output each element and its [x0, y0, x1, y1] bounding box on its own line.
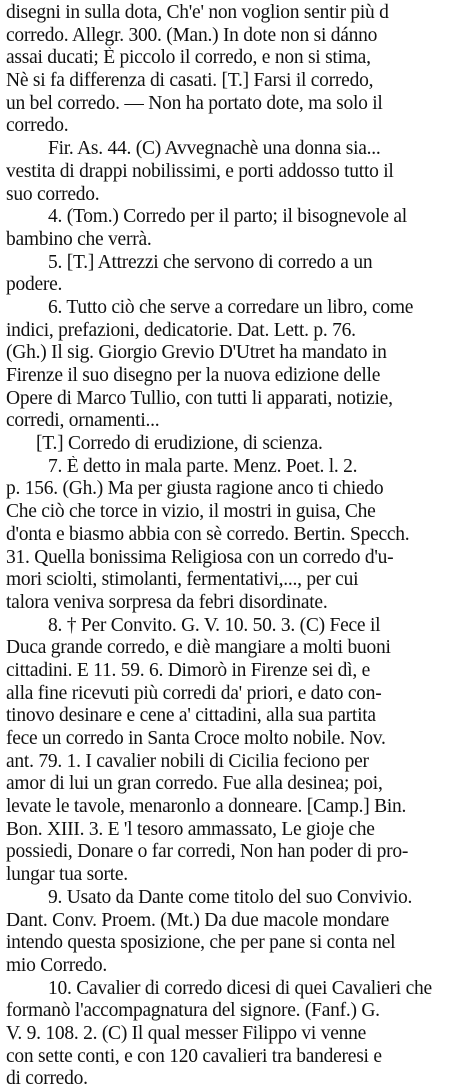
text-line: [T.] Corredo di erudizione, di scienza.: [36, 433, 323, 455]
text-line: Che ciò che torce in vizio, il mostri in guisa, Che: [6, 501, 376, 523]
text-line: 4. (Tom.) Corredo per il parto; il bisognevole al: [48, 206, 407, 228]
text-line: corredo. Allegr. 300. (Man.) In dote non si dánno: [6, 24, 378, 46]
text-line: (Gh.) Il sig. Giorgio Grevio D'Utret ha mandato in: [6, 342, 387, 364]
text-line: Nè si fa differenza di casati. [T.] Farsi il corredo,: [6, 70, 374, 92]
text-line: 6. Tutto ciò che serve a corredare un libro, come: [48, 296, 414, 318]
text-line: lungar tua sorte.: [6, 864, 128, 886]
text-line: cittadini. E 11. 59. 6. Dimorò in Firenze sei dì, e: [6, 659, 370, 681]
text-line: podere.: [6, 274, 63, 296]
text-line: Duca grande corredo, e diè mangiare a molti buoni: [6, 637, 391, 659]
text-line: un bel corredo. — Non ha portato dote, ma solo il: [6, 92, 383, 114]
text-line: assai ducati; È piccolo il corredo, e non si stima,: [6, 47, 371, 69]
text-line: intendo questa sposizione, che per pane si conta nel: [6, 932, 396, 954]
text-line: disegni in sulla dota, Ch'e' non voglion sentir più d: [6, 2, 389, 23]
text-line: V. 9. 108. 2. (C) Il qual messer Filippo vi venne: [6, 1022, 367, 1044]
text-line: formanò l'accompagnatura del signore. (Fanf.) G.: [6, 1000, 380, 1022]
text-line: 31. Quella bonissima Religiosa con un corredo d'u-: [6, 546, 394, 568]
text-line: 9. Usato da Dante come titolo del suo Convivio.: [48, 886, 413, 908]
text-line: Firenze il suo disegno per la nuova edizione delle: [6, 365, 381, 386]
text-line: 7. È detto in mala parte. Menz. Poet. l. 2.: [48, 455, 358, 477]
text-line: corredi, ornamenti...: [6, 410, 160, 432]
dictionary-text-body: [6, 2, 467, 1091]
text-line: vestita di drappi nobilissimi, e porti addosso tutto il: [6, 160, 394, 182]
text-line: ant. 79. 1. I cavalier nobili di Cicilia feciono per: [6, 750, 369, 772]
text-line: 5. [T.] Attrezzi che servono di corredo a un: [48, 251, 373, 273]
text-line: mori sciolti, stimolanti, fermentativi,..., per cui: [6, 569, 359, 591]
text-line: talora veniva sorpresa da febri disordinate.: [6, 591, 328, 613]
text-line: levate le tavole, menaronlo a donneare. [Camp.] Bin.: [6, 796, 407, 818]
text-line: mio Corredo.: [6, 954, 107, 976]
text-line: fece un corredo in Santa Croce molto nobile. Nov.: [6, 728, 386, 749]
text-line: suo corredo.: [6, 183, 100, 205]
text-line: Bon. XIII. 3. E 'l tesoro ammassato, Le gioje che: [6, 818, 375, 840]
text-line: corredo.: [6, 115, 69, 137]
text-line: di corredo.: [6, 1068, 88, 1090]
text-line: 10. Cavalier di corredo dicesi di quei Cavalieri che: [48, 977, 432, 999]
text-line: con sette conti, e con 120 cavalieri tra banderesi e: [6, 1045, 382, 1067]
text-line: p. 156. (Gh.) Ma per giusta ragione anco ti chiedo: [6, 478, 384, 500]
text-line: d'onta e biasmo abbia con sè corredo. Bertin. Specch.: [6, 523, 410, 545]
text-line: tinovo desinare e cene a' cittadini, alla sua partita: [6, 705, 376, 727]
text-line: 8. † Per Convito. G. V. 10. 50. 3. (C) Fece il: [48, 614, 381, 636]
text-line: Opere di Marco Tullio, con tutti li apparati, notizie,: [6, 387, 393, 409]
text-line: possiedi, Donare o far corredi, Non han poder di pro-: [6, 841, 409, 863]
text-line: Dant. Conv. Proem. (Mt.) Da due macole mondare: [6, 909, 390, 931]
text-line: amor di lui un gran corredo. Fue alla desinea; poi,: [6, 773, 383, 795]
text-line: indici, prefazioni, dedicatorie. Dat. Lett. p. 76.: [6, 319, 356, 341]
text-line: alla fine ricevuti più corredi da' priori, e dato con-: [6, 682, 382, 704]
text-line: bambino che verrà.: [6, 228, 152, 250]
text-line: Fir. As. 44. (C) Avvegnachè una donna sia...: [48, 138, 381, 160]
